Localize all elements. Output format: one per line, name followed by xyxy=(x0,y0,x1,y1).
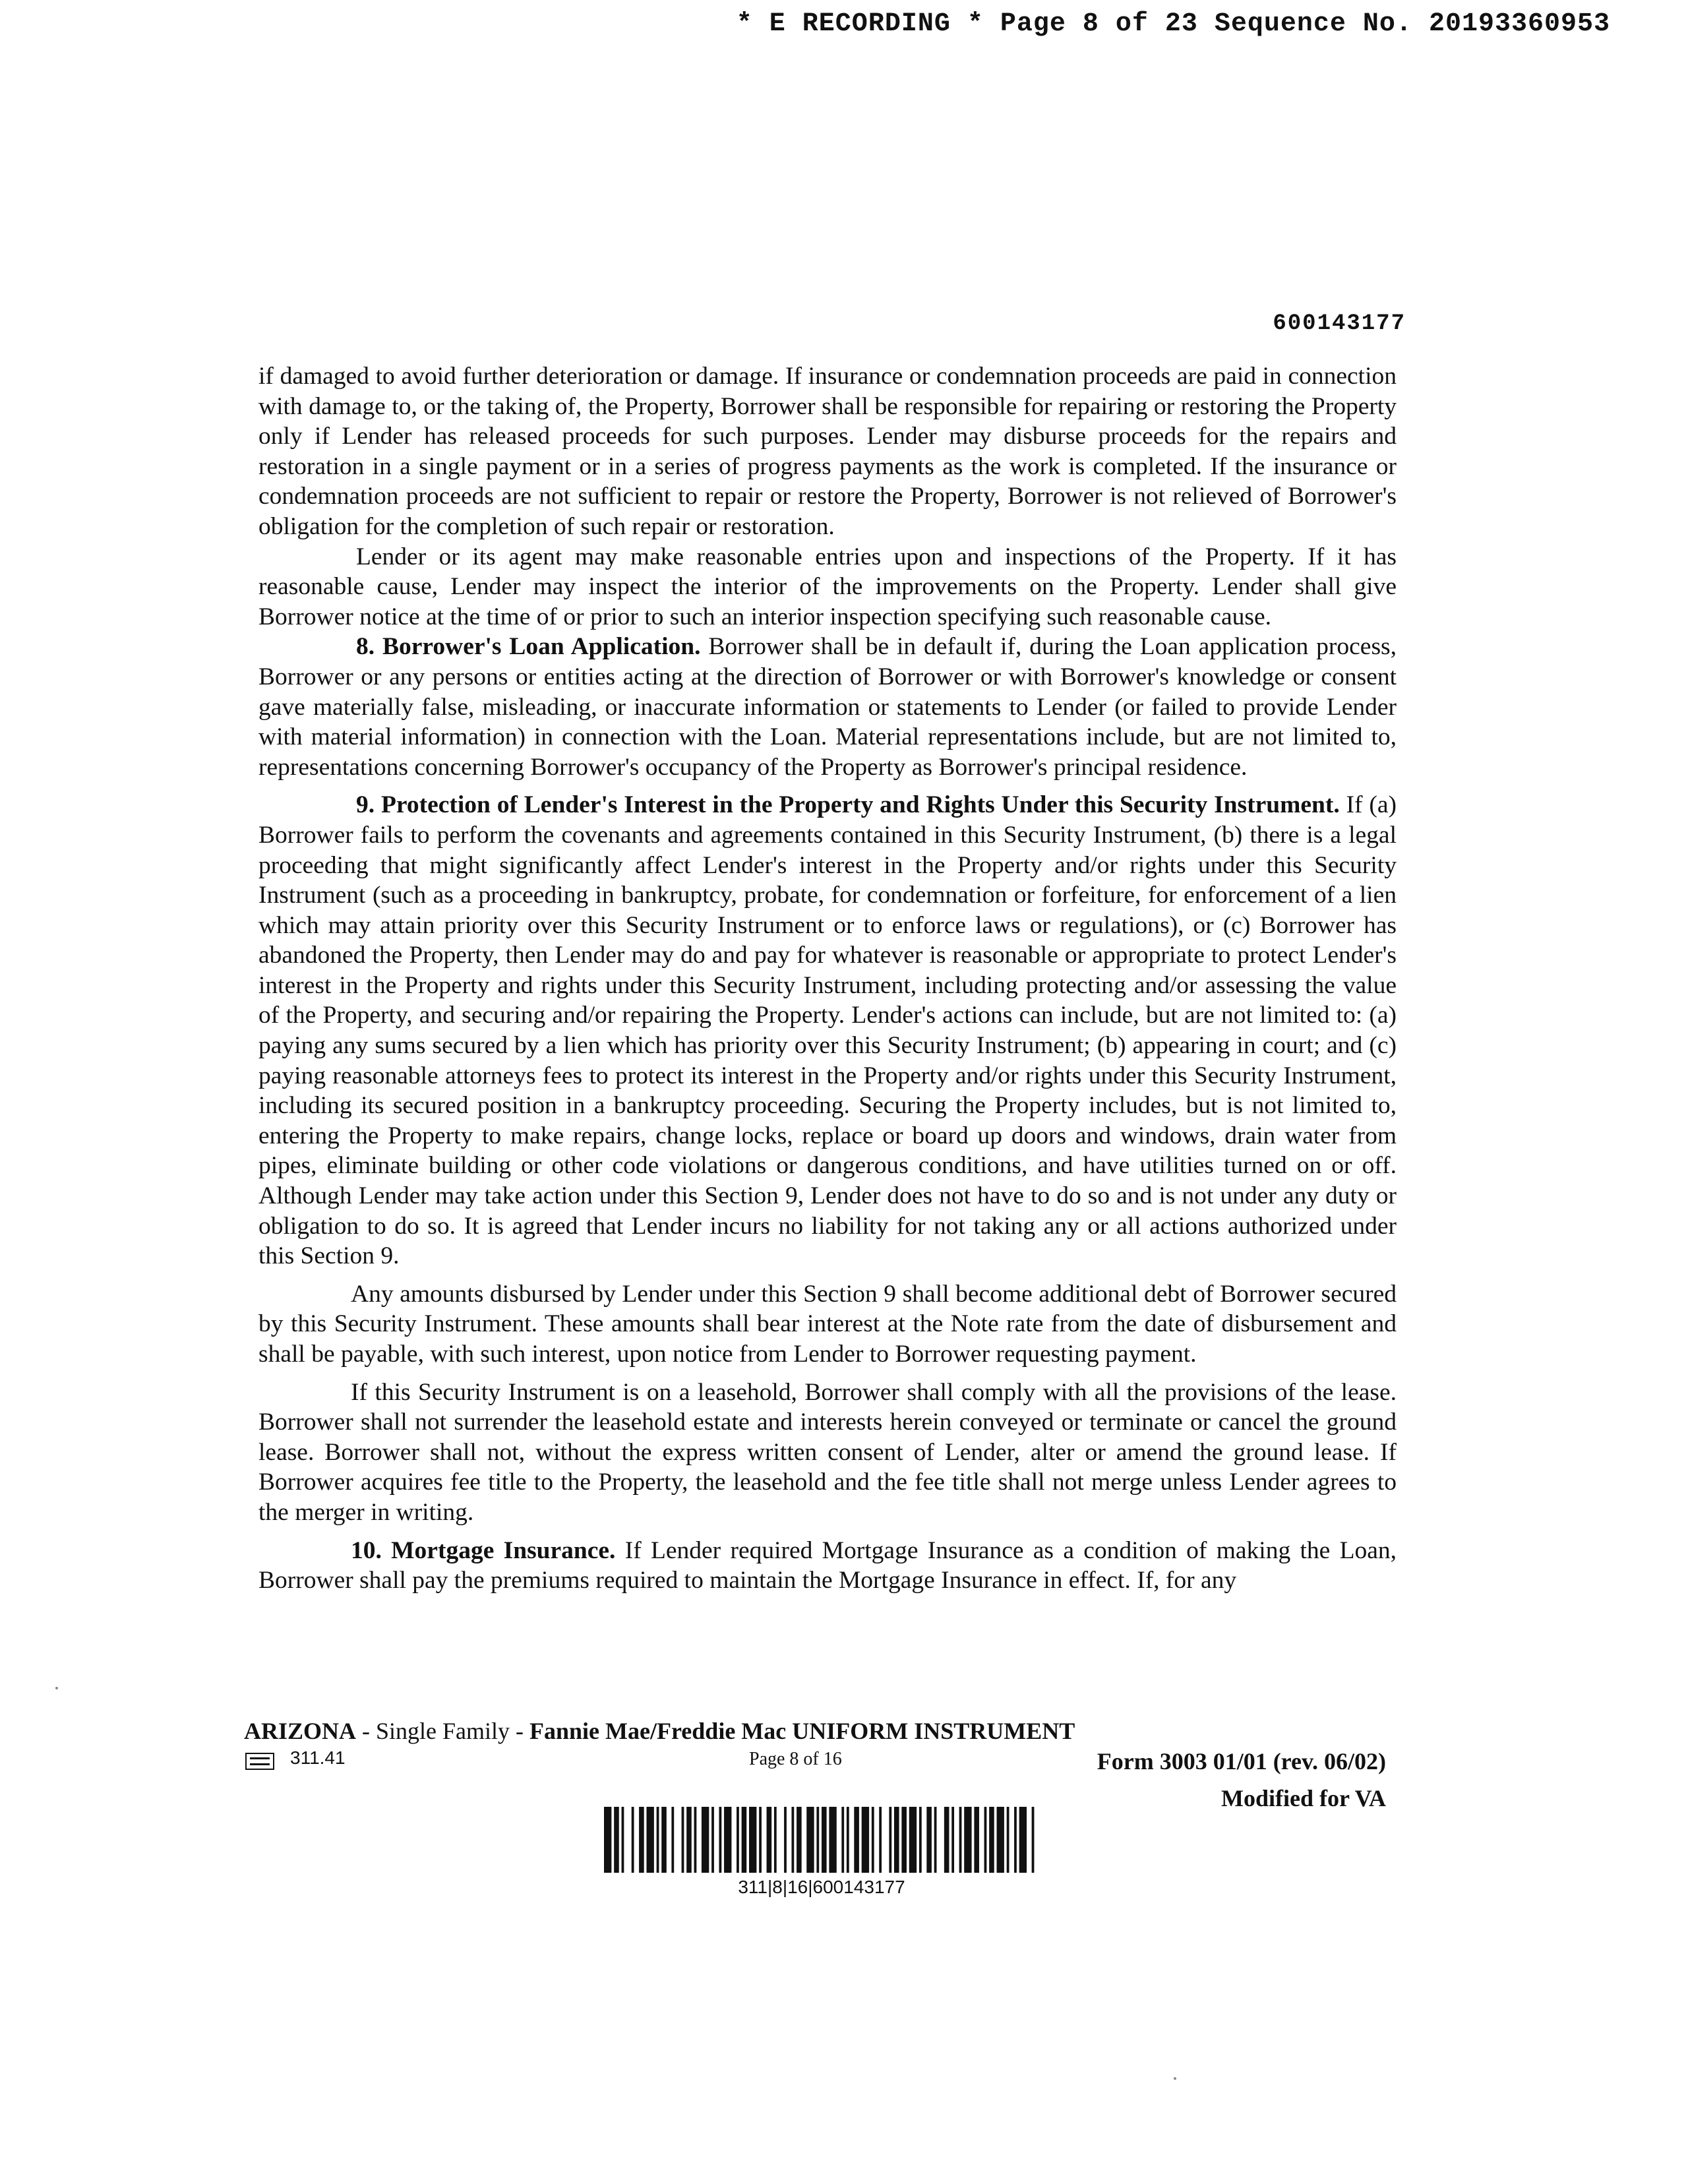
barcode-bar xyxy=(767,1807,772,1873)
barcode-bar xyxy=(816,1807,819,1873)
section-9-protection: 9. Protection of Lender's Interest in the Property and Rights Under this Security Instrument. If (a) Borrower fails to perform the covenants and agreements contained in this Security Instrument, (b) there is a legal proceeding that might significantly affect Lender's interest in the Property and/or rights under this Security Instrument (such as a proceeding in bankruptcy, probate, for condemnation or forfeiture, for enforcement of a lien which may attain priority over this Security Instrument or to enforce laws or regulations), or (c) Borrower has abandoned the Property, then Lender may do and pay for whatever is reasonable or appropriate to protect Lender's interest in the Property and rights under this Security Instrument, including protecting and/or assessing the value of the Property, and securing and/or repairing the Property. Lender's actions can include, but are not limited to: (a) paying any sums secured by a lien which has priority over this Security Instrument; (b) appearing in court; and (c) paying reasonable attorneys fees to protect its interest in the Property and/or rights under this Security Instrument, including its secured position in a bankruptcy proceeding. Securing the Property includes, but is not limited to, entering the Property to make repairs, change locks, replace or board up doors and windows, drain water from pipes, eliminate building or other code violations or dangerous conditions, and have utilities turned on or off. Although Lender may take action under this Section 9, Lender does not have to do so and is not under any duty or obligation to do so. It is agreed that Lender incurs no liability for not taking any or all actions authorized under this Section 9. xyxy=(258,791,1397,1270)
barcode-bar xyxy=(806,1807,814,1873)
barcode-bar xyxy=(774,1807,777,1873)
barcode-bar xyxy=(997,1807,1004,1873)
barcode-bar xyxy=(926,1807,932,1873)
barcode-bar xyxy=(661,1807,667,1873)
barcode-bar xyxy=(682,1807,684,1873)
form-number: Form 3003 01/01 (rev. 06/02) xyxy=(1097,1748,1386,1774)
barcode-bar xyxy=(1014,1807,1017,1873)
loan-number: 600143177 xyxy=(1273,311,1406,336)
paragraph-inspection: Lender or its agent may make reasonable entries upon and inspections of the Property. If it has reasonable cause, Lender may inspect the interior of the improvements on the Property. Lender shall give Borrower notice at the time of or prior to such an interior inspection specifying such reasonable cause. xyxy=(258,543,1397,630)
form-footer xyxy=(244,1717,1386,1812)
section-10-mortgage-insurance: 10. Mortgage Insurance. If Lender required Mortgage Insurance as a condition of making the Loan, Borrower shall pay the premiums required to maintain the Mortgage Insurance in effect. If, for any xyxy=(258,1536,1397,1594)
barcode-bar xyxy=(719,1807,721,1873)
modified-for-va: Modified for VA xyxy=(1221,1785,1386,1811)
barcode-bar xyxy=(639,1807,644,1873)
section-heading: 8. Borrower's Loan Application. xyxy=(356,633,701,661)
barcode xyxy=(604,1807,1039,1873)
section-8-loan-application: 8. Borrower's Loan Application. Borrower shall be in default if, during the Loan application process, Borrower or any persons or entities acting at the direction of Borrower or with Borrower's knowledge or consent gave materially false, misleading, or inaccurate information or statements to Lender (or failed to provide Lender with material information) in connection with the Loan. Material representations include, but are not limited to, representations concerning Borrower's occupancy of the Property as Borrower's principal residence. xyxy=(258,633,1397,781)
barcode-bar xyxy=(614,1807,619,1873)
barcode-bar xyxy=(646,1807,653,1873)
footer-row xyxy=(244,1747,1386,1783)
barcode-bar xyxy=(711,1807,714,1873)
barcode-bar xyxy=(889,1807,891,1873)
barcode-bar xyxy=(854,1807,859,1873)
barcode-bar xyxy=(724,1807,731,1873)
barcode-bar xyxy=(784,1807,787,1873)
barcode-bar xyxy=(872,1807,874,1873)
barcode-bar xyxy=(1007,1807,1010,1873)
barcode-bar xyxy=(984,1807,987,1873)
scan-speck xyxy=(55,1687,58,1689)
barcode-bar xyxy=(959,1807,962,1873)
barcode-bar xyxy=(686,1807,692,1873)
barcode-bar xyxy=(894,1807,899,1873)
document-body xyxy=(258,361,1397,1596)
barcode-bar xyxy=(632,1807,634,1873)
barcode-bar xyxy=(862,1807,869,1873)
barcode-bar xyxy=(909,1807,917,1873)
barcode-bar xyxy=(901,1807,907,1873)
barcode-bar xyxy=(1019,1807,1027,1873)
barcode-bar xyxy=(829,1807,836,1873)
barcode-bar xyxy=(742,1807,747,1873)
barcode-text: 311|8|16|600143177 xyxy=(738,1877,905,1897)
barcode-bar xyxy=(702,1807,709,1873)
barcode-bar xyxy=(841,1807,844,1873)
barcode-bar xyxy=(791,1807,794,1873)
barcode-bar xyxy=(951,1807,954,1873)
paragraph-amounts-disbursed: Any amounts disbursed by Lender under this Section 9 shall become additional debt of Borrower secured by this Security Instrument. These amounts shall bear interest at the Note rate from the date of disbursement and shall be payable, with such interest, upon notice from Lender to Borrower requesting payment. xyxy=(258,1280,1397,1368)
scan-speck xyxy=(1174,2077,1176,2080)
barcode-bar xyxy=(749,1807,756,1873)
barcode-bar xyxy=(657,1807,659,1873)
section-heading: 10. Mortgage Insurance. xyxy=(351,1536,616,1564)
footer-title: ARIZONA - Single Family - Fannie Mae/Freddie Mac UNIFORM INSTRUMENT xyxy=(244,1718,1075,1744)
barcode-bar xyxy=(934,1807,937,1873)
barcode-bar xyxy=(737,1807,739,1873)
paragraph-leasehold: If this Security Instrument is on a leasehold, Borrower shall comply with all the provisions of the lease. Borrower shall not surrender the leasehold estate and interests herein conveyed or terminate or cancel the ground lease. Borrower shall not, without the express written consent of Lender, alter or amend the ground lease. If Borrower acquires fee title to the Property, the leasehold and the fee title shall not merge unless Lender agrees to the merger in writing. xyxy=(258,1378,1397,1526)
footer-page-number: Page 8 of 16 xyxy=(749,1749,842,1769)
paragraph-continuation: if damaged to avoid further deterioration or damage. If insurance or condemnation proceeds are paid in connection with damage to, or the taking of, the Property, Borrower shall be responsible for repairing or restoring the Property only if Lender has released proceeds for such purposes. Lender may disburse proceeds for the repairs and restoration in a single payment or in a series of progress payments as the work is completed. If the insurance or condemnation proceeds are not sufficient to repair or restore the Property, Borrower is not relieved of Borrower's obligation for the completion of such repair or restoration. xyxy=(258,363,1397,540)
barcode-bar xyxy=(622,1807,624,1873)
barcode-bar xyxy=(759,1807,762,1873)
section-heading: 9. Protection of Lender's Interest in the Property and Rights Under this Security Instrument. xyxy=(356,791,1340,819)
barcode-bar xyxy=(879,1807,882,1873)
barcode-bar xyxy=(797,1807,802,1873)
form-code: 311.41 xyxy=(290,1747,346,1768)
barcode-bar xyxy=(604,1807,611,1873)
form-vendor-logo-icon xyxy=(245,1753,274,1770)
barcode-bar xyxy=(694,1807,697,1873)
barcode-bar xyxy=(671,1807,674,1873)
barcode-bar xyxy=(974,1807,979,1873)
barcode-bar xyxy=(964,1807,971,1873)
barcode-bar xyxy=(1032,1807,1035,1873)
barcode-bar xyxy=(944,1807,950,1873)
recording-stamp: * E RECORDING * Page 8 of 23 Sequence No. 20193360953 xyxy=(736,9,1610,39)
barcode-bar xyxy=(919,1807,922,1873)
barcode-bar xyxy=(989,1807,994,1873)
barcode-bar xyxy=(847,1807,849,1873)
barcode-bar xyxy=(822,1807,827,1873)
